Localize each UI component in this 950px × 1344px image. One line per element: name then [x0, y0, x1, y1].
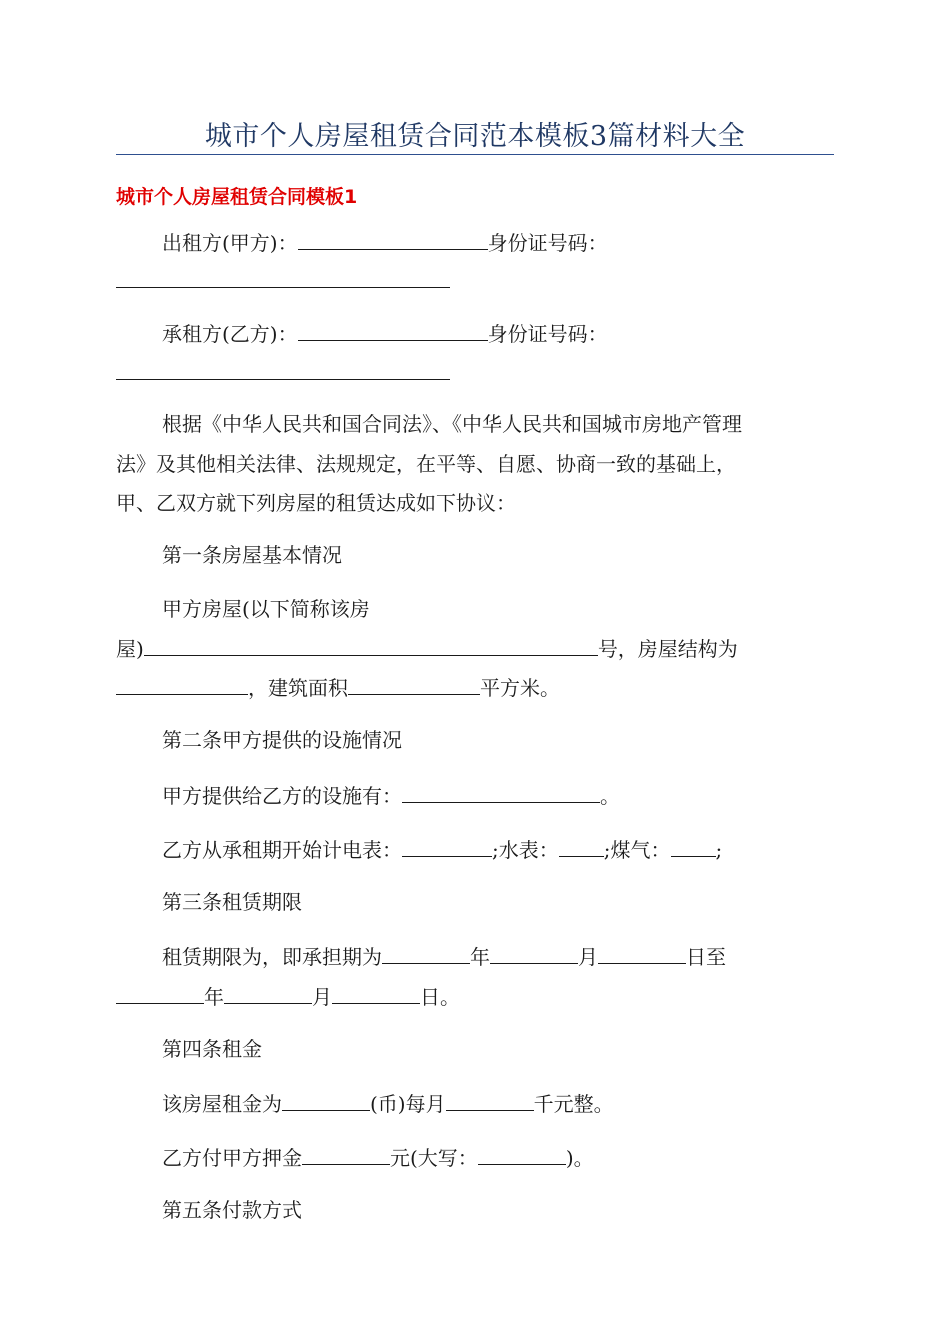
article-5-heading: 第五条付款方式 [162, 1198, 302, 1222]
text-fragment: 租赁期限为，即承担期为 [162, 945, 382, 969]
lessor-name-blank [298, 229, 488, 250]
text-fragment: ;煤气： [603, 838, 671, 862]
house-address-blank [144, 635, 598, 656]
deposit-uppercase-blank [478, 1144, 566, 1165]
article-1-text-3 [116, 674, 560, 701]
lessor-line [162, 229, 608, 256]
electric-meter-blank [402, 836, 492, 857]
text-fragment: 号，房屋结构为 [597, 637, 738, 661]
title-underline [116, 154, 834, 155]
lessor-label: 出租方(甲方)： [162, 231, 298, 255]
text-fragment: )。 [565, 1146, 594, 1170]
text-fragment: 年 [470, 945, 490, 969]
preamble-line-3: 甲、乙双方就下列房屋的租赁达成如下协议： [116, 491, 516, 515]
start-day-blank [598, 943, 686, 964]
end-month-blank [224, 983, 312, 1004]
text-fragment: 月 [578, 945, 598, 969]
text-fragment: 平方米。 [480, 676, 560, 700]
facilities-blank [402, 782, 600, 803]
lessee-label: 承租方(乙方)： [162, 322, 298, 346]
rent-amount-blank [446, 1090, 534, 1111]
preamble-line-2: 法》及其他相关法律、法规规定，在平等、自愿、协商一致的基础上， [116, 452, 736, 476]
article-1-heading: 第一条房屋基本情况 [162, 543, 342, 567]
article-4-text-1 [162, 1090, 614, 1117]
article-1-text-1: 甲方房屋(以下简称该房 [162, 597, 370, 621]
text-fragment: ;水表： [492, 838, 559, 862]
deposit-amount-blank [302, 1144, 390, 1165]
lessee-id-label: 身份证号码： [487, 322, 608, 346]
text-fragment: 元(大写： [390, 1146, 478, 1170]
text-fragment: 日。 [420, 985, 460, 1009]
document-title: 城市个人房屋租赁合同范本模板3篇材料大全 [204, 121, 746, 152]
article-3-text-1 [162, 943, 726, 970]
end-year-blank [116, 983, 204, 1004]
rent-currency-blank [282, 1090, 370, 1111]
text-fragment: 乙方从承租期开始计电表： [162, 838, 402, 862]
text-fragment: (币)每月 [370, 1092, 446, 1116]
text-fragment: 屋) [116, 637, 144, 661]
text-fragment: 乙方付甲方押金 [162, 1146, 302, 1170]
structure-blank [116, 674, 248, 695]
text-fragment: ，建筑面积 [248, 676, 348, 700]
text-fragment: 月 [312, 985, 332, 1009]
start-year-blank [382, 943, 470, 964]
text-fragment: 甲方提供给乙方的设施有： [162, 784, 402, 808]
gas-meter-blank [671, 836, 716, 857]
lessor-id-blank [116, 287, 450, 288]
article-4-heading: 第四条租金 [162, 1037, 262, 1061]
text-fragment: 千元整。 [533, 1092, 614, 1116]
text-fragment: 日至 [686, 945, 726, 969]
text-fragment: 该房屋租金为 [162, 1092, 282, 1116]
lessee-name-blank [298, 320, 488, 341]
water-meter-blank [559, 836, 604, 857]
section-heading: 城市个人房屋租赁合同模板1 [116, 186, 358, 208]
article-3-heading: 第三条租赁期限 [162, 890, 302, 914]
article-4-text-2 [162, 1144, 594, 1171]
article-2-text-1 [162, 782, 620, 809]
area-blank [348, 674, 480, 695]
start-month-blank [490, 943, 578, 964]
end-day-blank [332, 983, 420, 1004]
preamble-line-1: 根据《中华人民共和国合同法》、《中华人民共和国城市房地产管理 [162, 412, 742, 436]
lessor-id-label: 身份证号码： [487, 231, 608, 255]
lessee-id-blank [116, 379, 450, 380]
text-fragment: ; [715, 838, 723, 862]
article-3-text-2 [116, 983, 460, 1010]
lessee-line [162, 320, 608, 347]
text-fragment: 年 [204, 985, 224, 1009]
article-2-heading: 第二条甲方提供的设施情况 [162, 728, 402, 752]
article-2-text-2 [162, 836, 722, 863]
text-fragment: 。 [600, 784, 620, 808]
article-1-text-2 [116, 635, 738, 662]
